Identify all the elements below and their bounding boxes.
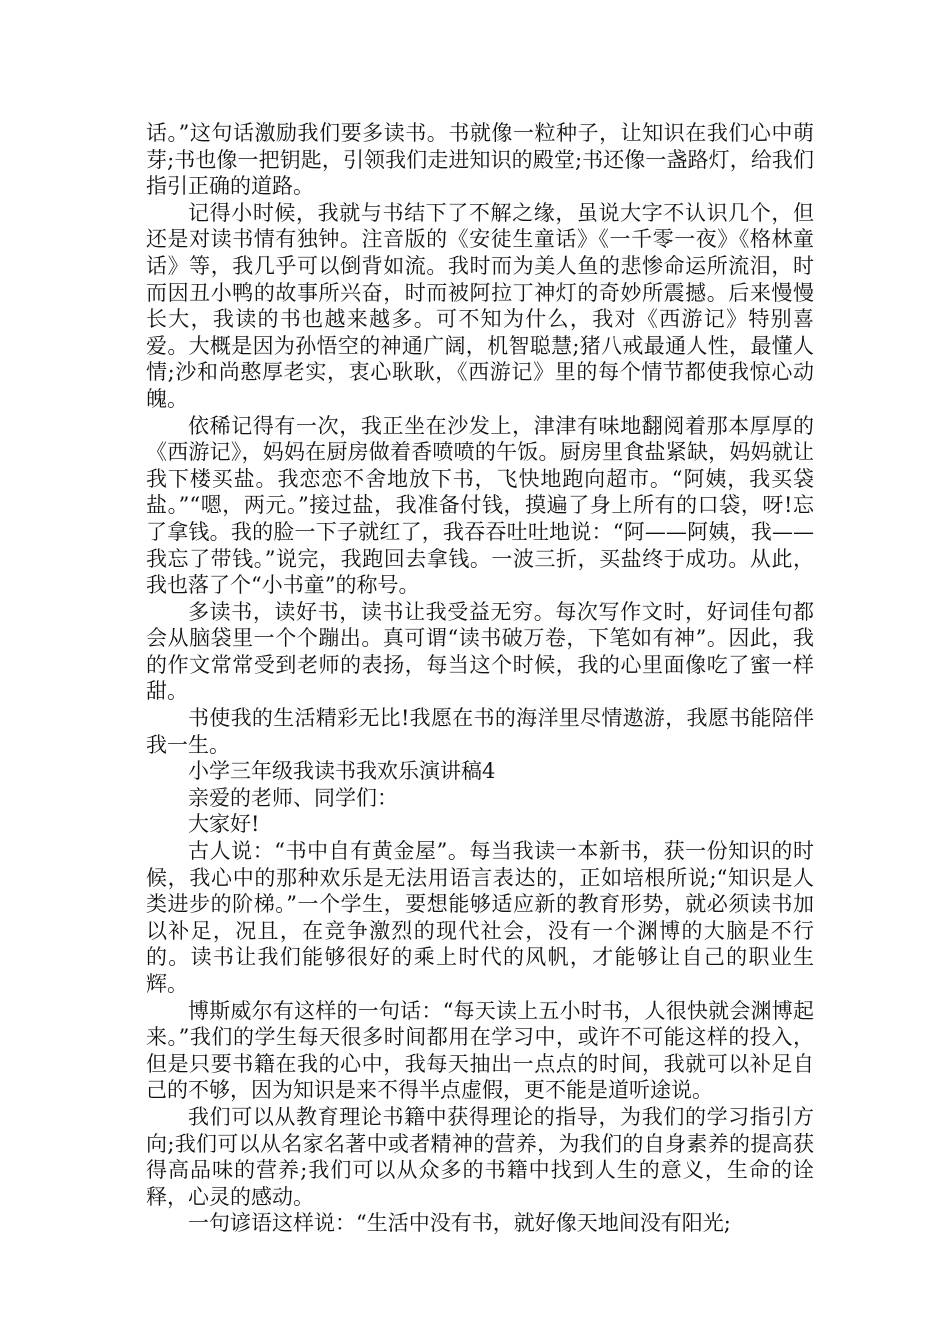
- paragraph-3: 依稀记得有一次，我正坐在沙发上，津津有味地翻阅着那本厚厚的《西游记》，妈妈在厨房做着香喷喷的午饭。厨房里食盐紧缺，妈妈就让我下楼买盐。我恋恋不舍地放下书，飞快地跑向超市。“阿姨，我买袋盐。”“嗯，两元。”接过盐，我准备付钱，摸遍了身上所有的口袋，呀!忘了拿钱。我的脸一下子就红了，我吞吞吐吐地说：“阿——阿姨，我——我忘了带钱。”说完，我跑回去拿钱。一波三折，买盐终于成功。从此，我也落了个“小书童”的称号。: [146, 413, 814, 598]
- speech-title: 小学三年级我读书我欢乐演讲稿4: [188, 759, 496, 784]
- greeting: 大家好!: [188, 812, 260, 837]
- paragraph-2: 记得小时候，我就与书结下了不解之缘，虽说大字不认识几个，但还是对读书情有独钟。注音版的《安徒生童话》《一千零一夜》《格林童话》等，我几乎可以倒背如流。我时而为美人鱼的悲惨命运所流泪，时而因丑小鸭的故事所兴奋，时而被阿拉丁神灯的奇妙所震撼。后来慢慢长大，我读的书也越来越多。可不知为什么，我对《西游记》特别喜爱。大概是因为孙悟空的神通广阔，机智聪慧;猪八戒最通人性，最懂人情;沙和尚憨厚老实，衷心耿耿，《西游记》里的每个情节都使我惊心动魄。: [146, 200, 814, 411]
- paragraph-1: 话。”这句话激励我们要多读书。书就像一粒种子，让知识在我们心中萌芽;书也像一把钥匙，引领我们走进知识的殿堂;书还像一盏路灯，给我们指引正确的道路。: [146, 121, 814, 199]
- paragraph-5: 书使我的生活精彩无比!我愿在书的海洋里尽情遨游，我愿书能陪伴我一生。: [146, 706, 814, 757]
- paragraph-4: 多读书，读好书，读书让我受益无穷。每次写作文时，好词佳句都会从脑袋里一个个蹦出。真可谓“读书破万卷，下笔如有神”。因此，我的作文常常受到老师的表扬，每当这个时候，我的心里面像吃了蜜一样甜。: [146, 599, 814, 704]
- salutation: 亲爱的老师、同学们：: [188, 785, 398, 810]
- paragraph-8: 我们可以从教育理论书籍中获得理论的指导，为我们的学习指引方向;我们可以从名家名著中或者精神的营养，为我们的自身素养的提高获得高品味的营养;我们可以从众多的书籍中找到人生的意义，生命的诠释，心灵的感动。: [146, 1104, 814, 1209]
- paragraph-7: 博斯威尔有这样的一句话：“每天读上五小时书，人很快就会渊博起来。”我们的学生每天很多时间都用在学习中，或许不可能这样的投入，但是只要书籍在我的心中，我每天抽出一点点的时间，我就可以补足自己的不够，因为知识是来不得半点虚假，更不能是道听途说。: [146, 998, 814, 1103]
- paragraph-6: 古人说：“书中自有黄金屋”。每当我读一本新书，获一份知识的时候，我心中的那种欢乐是无法用语言表达的，正如培根所说;“知识是人类进步的阶梯。”一个学生，要想能够适应新的教育形势，就必须读书加以补足，况且，在竞争激烈的现代社会，没有一个渊博的大脑是不行的。读书让我们能够很好的乘上时代的风帆，才能够让自己的职业生辉。: [146, 839, 814, 996]
- document-page: [146, 120, 814, 1237]
- paragraph-9: 一句谚语这样说：“生活中没有书，就好像天地间没有阳光;: [188, 1211, 731, 1236]
